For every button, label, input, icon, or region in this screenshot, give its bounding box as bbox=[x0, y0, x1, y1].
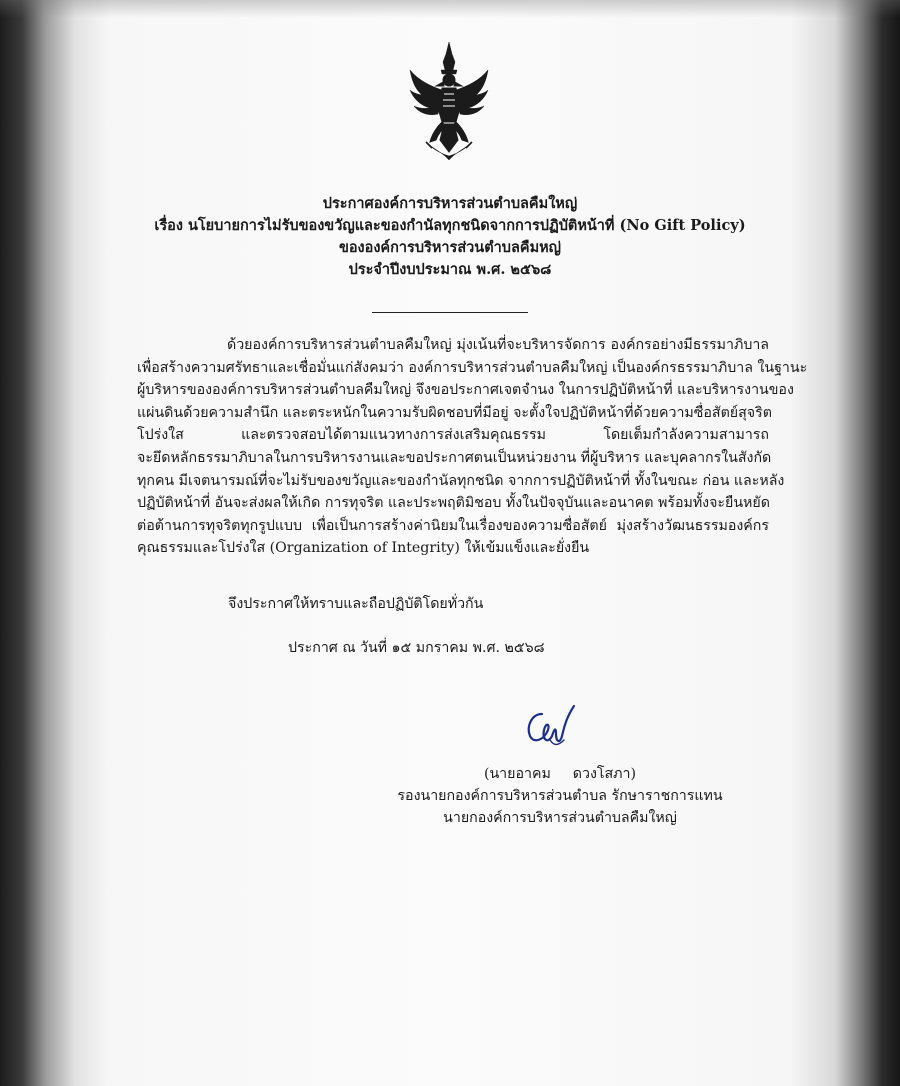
handwritten-signature-icon bbox=[520, 700, 580, 752]
body-line: จะยึดหลักธรรมาภิบาลในการบริหารงานและขอประกาศตนเป็นหน่วยงาน ที่ผู้บริหาร และบุคลากรในสังกัด bbox=[137, 449, 772, 466]
signer-block bbox=[380, 763, 740, 829]
garuda-emblem-icon bbox=[408, 40, 490, 162]
body-line: โปร่งใส และตรวจสอบได้ตามแนวทางการส่งเสริมคุณธรรม โดยเต็มกำลังความสามารถ bbox=[137, 427, 769, 444]
body-line: ผู้บริหารขององค์การบริหารส่วนตำบลคืมใหญ่ จึงขอประกาศเจตจำนง ในการปฏิบัติหน้าที่ และบริหารงานของ bbox=[137, 382, 794, 399]
signer-position-office: นายกองค์การบริหารส่วนตำบลคืมใหญ่ bbox=[443, 810, 677, 826]
body-line: คุณธรรมและโปร่งใส (Organization of Integrity) ให้เข้มแข็งและยั่งยืน bbox=[137, 540, 590, 557]
header-subject: เรื่อง นโยบายการไม่รับของขวัญและของกำนัลทุกชนิดจากการปฏิบัติหน้าที่ (No Gift Policy) bbox=[154, 217, 746, 234]
signer-position: รองนายกองค์การบริหารส่วนตำบล รักษาราชการแทน bbox=[397, 788, 723, 804]
body-line: แผ่นดินด้วยความสำนึก และตระหนักในความรับผิดชอบที่มีอยู่ จะตั้งใจปฏิบัติหน้าที่ด้วยความซื่อสัตย์สุจริต bbox=[137, 404, 772, 421]
header-fiscal-year: ประจำปีงบประมาณ พ.ศ. ๒๕๖๘ bbox=[348, 261, 552, 278]
signer-name-first: (นายอาคม bbox=[483, 766, 551, 782]
signer-name bbox=[380, 763, 740, 785]
announcement-body bbox=[137, 334, 808, 560]
header-organization: ขององค์การบริหารส่วนตำบลคืมหญ่ bbox=[338, 239, 562, 256]
signer-name-last: ดวงโสภา) bbox=[572, 766, 637, 782]
header-title: ประกาศองค์การบริหารส่วนตำบลคืมใหญ่ bbox=[322, 195, 578, 212]
body-line: ด้วยองค์การบริหารส่วนตำบลคืมใหญ่ มุ่งเน้นที่จะบริหารจัดการ องค์กรอย่างมีธรรมาภิบาล bbox=[227, 337, 769, 353]
announcement-header bbox=[110, 193, 790, 281]
announcement-date: ประกาศ ณ วันที่ ๑๕ มกราคม พ.ศ. ๒๕๖๘ bbox=[288, 640, 545, 656]
body-line: ทุกคน มีเจตนารมณ์ที่จะไม่รับของขวัญและของกำนัลทุกชนิด จากการปฏิบัติหน้าที่ ทั้งในขณะ ก่อน และหลัง bbox=[137, 472, 785, 489]
closing-statement: จึงประกาศให้ทราบและถือปฏิบัติโดยทั่วกัน bbox=[228, 596, 484, 612]
body-line: ต่อต้านการทุจริตทุกรูปแบบ เพื่อเป็นการสร้างค่านิยมในเรื่องของความซื่อสัตย์ มุ่งสร้างวัฒนธรรมองค์กร bbox=[137, 517, 769, 534]
header-divider bbox=[372, 312, 528, 313]
body-line: ปฏิบัติหน้าที่ อันจะส่งผลให้เกิด การทุจริต และประพฤติมิชอบ ทั้งในปัจจุบันและอนาคต พร้อมทั้งจะยืนหยัด bbox=[137, 495, 770, 512]
body-line: เพื่อสร้างความศรัทธาและเชื่อมั่นแก่สังคมว่า องค์การบริหารส่วนตำบลคืมใหญ่ เป็นองค์กรธรรมาภิบาล ในฐานะ bbox=[137, 359, 808, 376]
